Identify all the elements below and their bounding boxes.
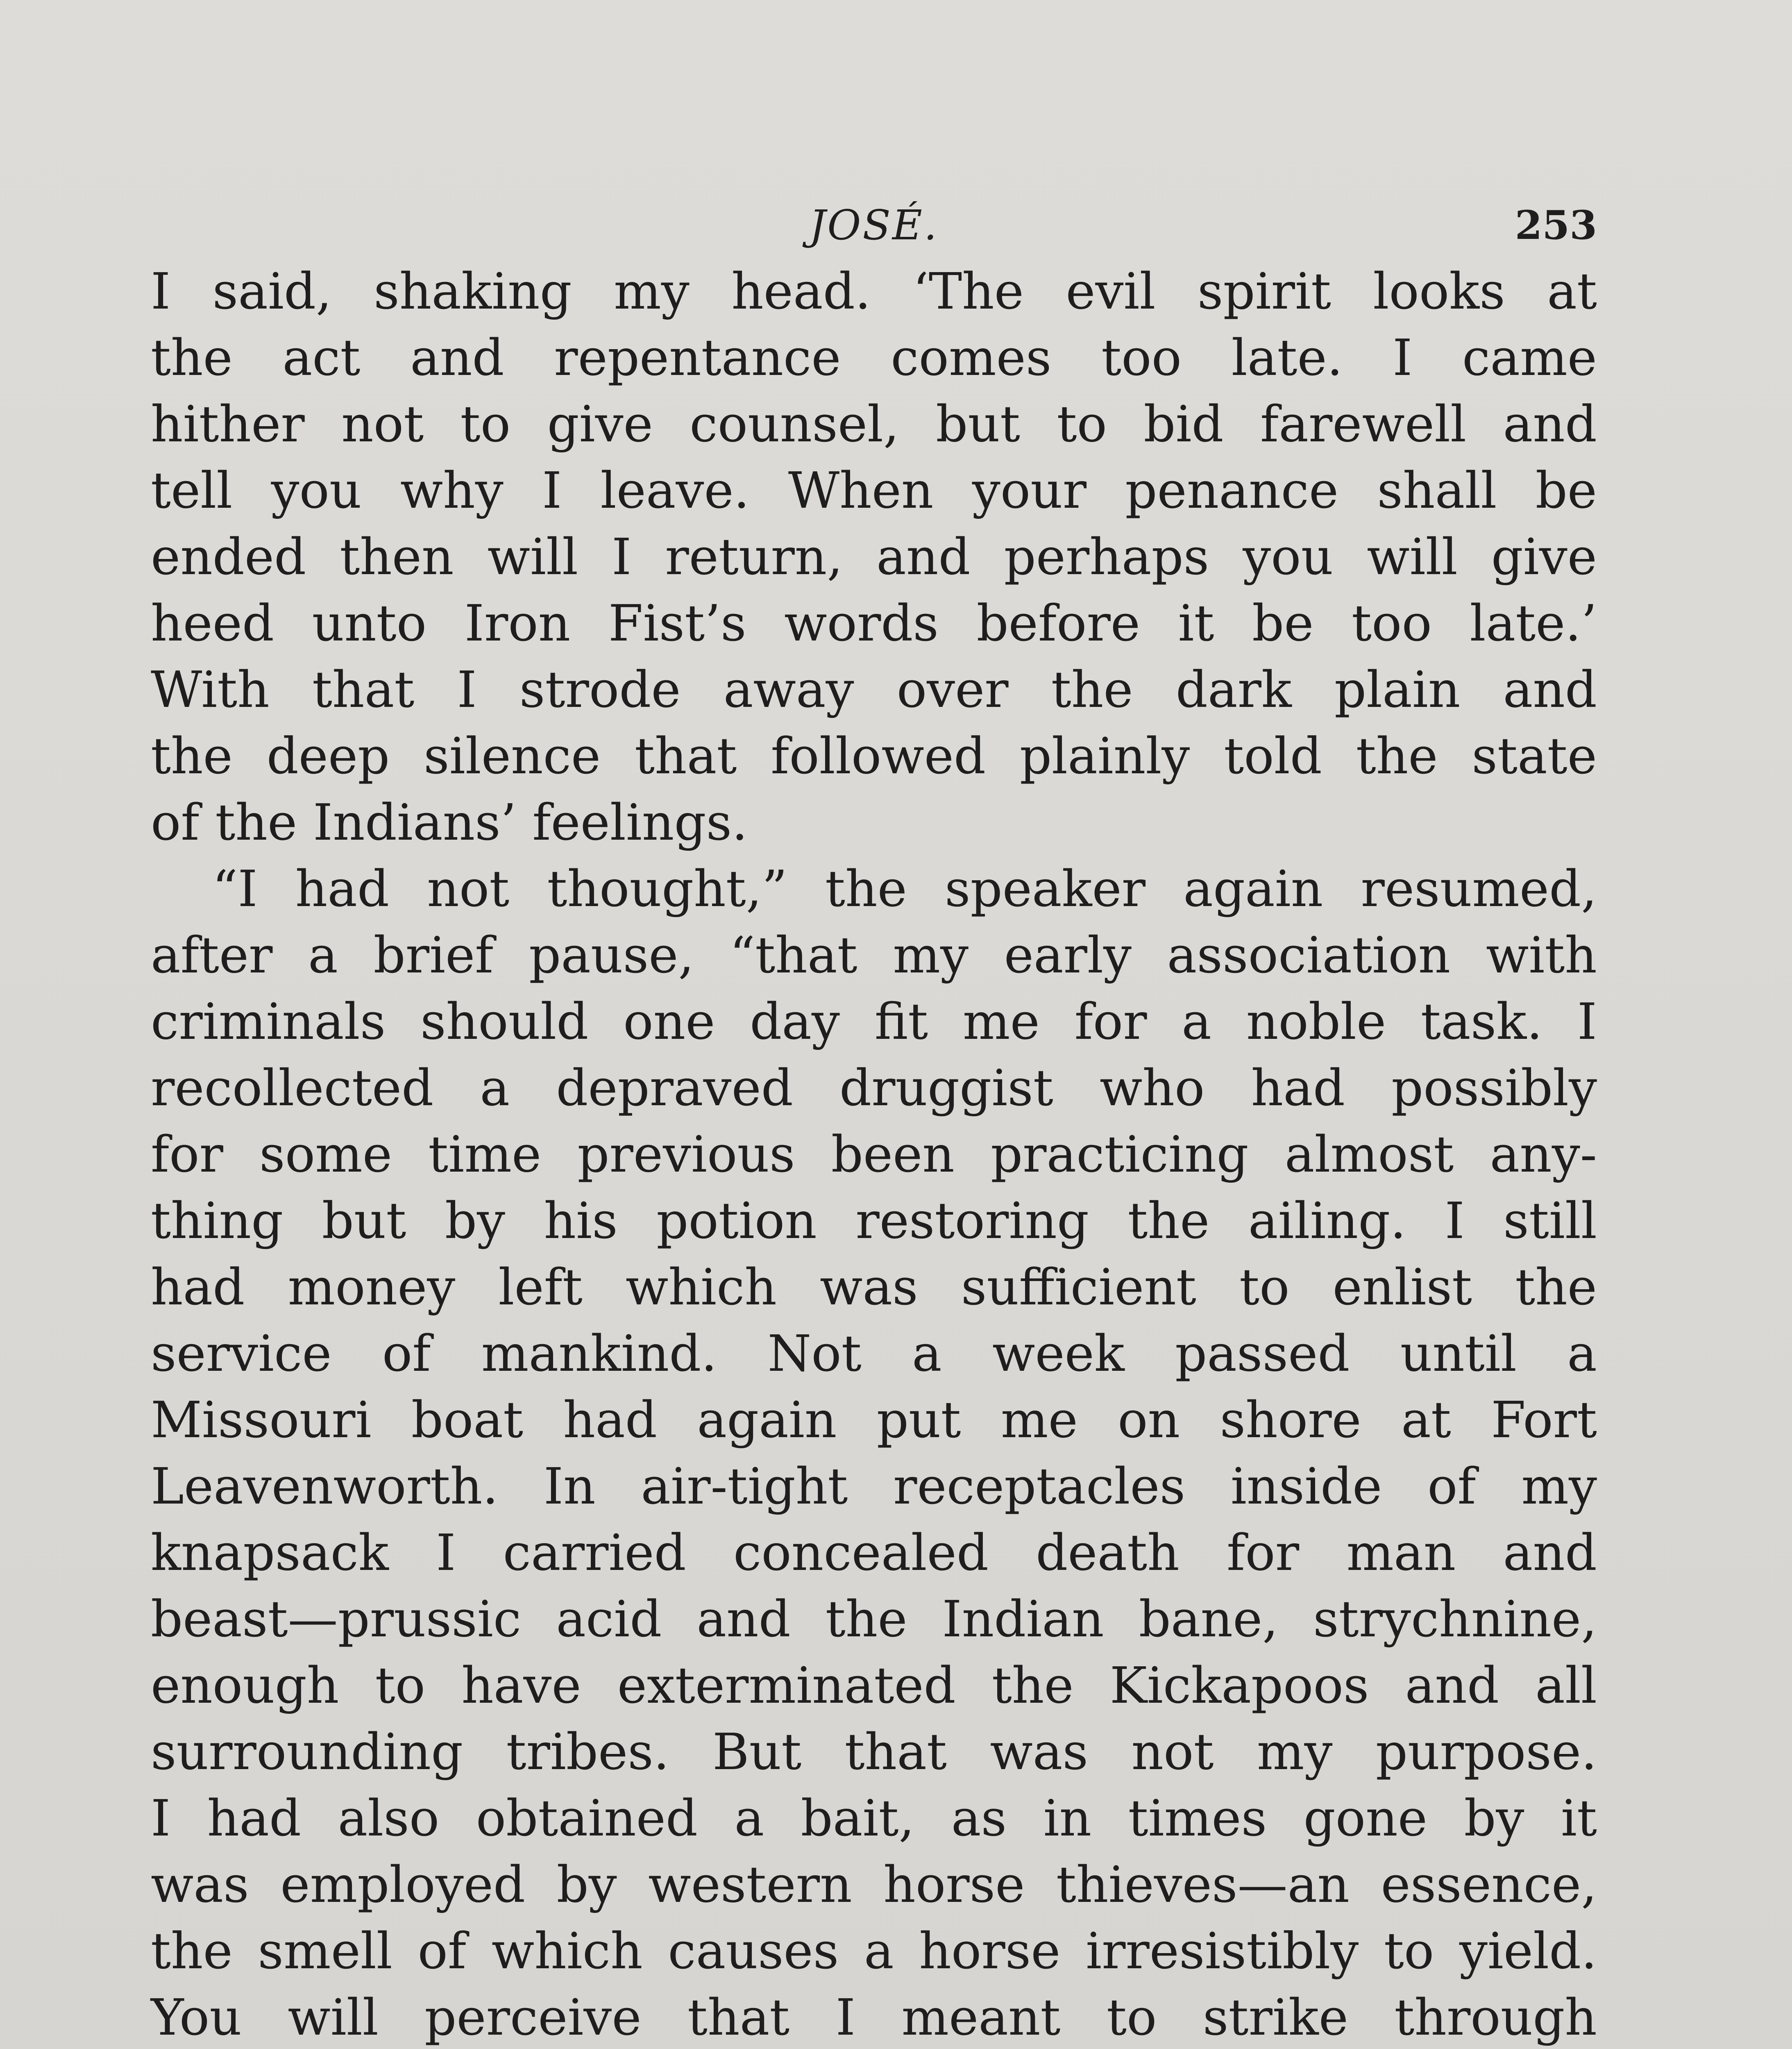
text-line-paragraph-start: “I had not thought,” the speaker again resumed, <box>212 860 1597 918</box>
text-line: I had also obtained a bait, as in times gone by it <box>151 1789 1597 1847</box>
running-head <box>151 193 1597 258</box>
text-line: enough to have exterminated the Kickapoos and all <box>151 1656 1597 1715</box>
text-line: surrounding tribes. But that was not my purpose. <box>151 1723 1597 1781</box>
text-line: the smell of which causes a horse irresistibly to yield. <box>151 1922 1597 1980</box>
text-line: was employed by western horse thieves—an essence, <box>151 1856 1597 1914</box>
text-line: criminals should one day fit me for a noble task. I <box>151 993 1597 1051</box>
text-line: the deep silence that followed plainly told the state <box>151 727 1597 785</box>
text-line: Missouri boat had again put me on shore at Fort <box>151 1391 1597 1449</box>
text-line: I said, shaking my head. ‘The evil spirit looks at <box>151 262 1597 320</box>
text-line: after a brief pause, “that my early association with <box>151 926 1597 984</box>
text-line: service of mankind. Not a week passed until a <box>151 1324 1597 1383</box>
text-line: thing but by his potion restoring the ailing. I still <box>151 1192 1597 1250</box>
text-line: hither not to give counsel, but to bid farewell and <box>151 395 1597 453</box>
text-line: the act and repentance comes too late. I came <box>151 329 1597 387</box>
text-line: Leavenworth. In air-tight receptacles inside of my <box>151 1457 1597 1515</box>
text-line: beast—prussic acid and the Indian bane, strychnine, <box>151 1590 1597 1648</box>
text-line: With that I strode away over the dark plain and <box>151 661 1597 719</box>
text-line: knapsack I carried concealed death for man and <box>151 1524 1597 1582</box>
running-title: JOSÉ. <box>809 201 939 249</box>
text-line: for some time previous been practicing almost any- <box>151 1125 1597 1184</box>
text-line: had money left which was sufficient to enlist the <box>151 1258 1597 1316</box>
text-line: recollected a depraved druggist who had possibly <box>151 1059 1597 1117</box>
text-line: tell you why I leave. When your penance shall be <box>151 461 1597 520</box>
text-line: heed unto Iron Fist’s words before it be too late.’ <box>151 594 1597 652</box>
page-text-block <box>151 193 1597 2049</box>
text-line: You will perceive that I meant to strike through <box>151 1988 1597 2047</box>
text-line: ended then will I return, and perhaps you will give <box>151 528 1597 586</box>
page-number: 253 <box>1515 202 1597 248</box>
text-line: of the Indians’ feelings. <box>151 793 748 852</box>
